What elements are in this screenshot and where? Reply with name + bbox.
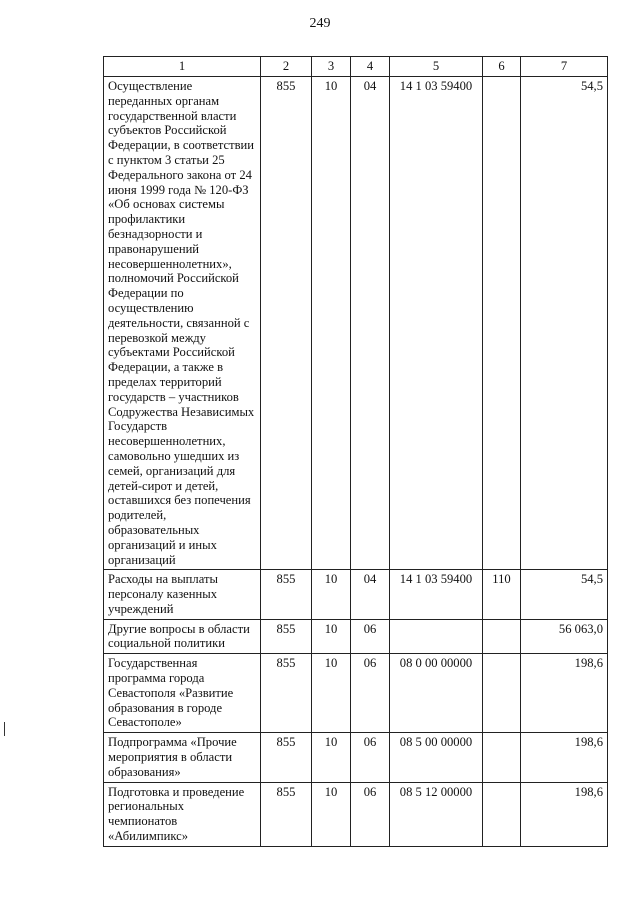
row-amount: 198,6 [521, 654, 608, 733]
row-expense-type: 110 [483, 570, 521, 619]
budget-table [103, 56, 608, 847]
table-header-row [104, 57, 608, 77]
row-target-code: 08 5 00 00000 [390, 733, 483, 782]
row-section: 10 [312, 733, 351, 782]
row-subsection: 06 [351, 782, 390, 846]
column-header: 2 [261, 57, 312, 77]
table-row [104, 619, 608, 654]
row-expense-type [483, 733, 521, 782]
row-amount: 198,6 [521, 782, 608, 846]
row-target-code: 08 5 12 00000 [390, 782, 483, 846]
row-target-code: 08 0 00 00000 [390, 654, 483, 733]
row-subsection: 06 [351, 654, 390, 733]
row-ved: 855 [261, 619, 312, 654]
row-expense-type [483, 77, 521, 570]
row-name: Осуществление переданных органам государственной власти субъектов Российской Федерации, в соответствии с пунктом 3 статьи 25 Федерального закона от 24 июня 1999 года № 120-ФЗ «Об основах системы профилактики безнадзорности и правонарушений несовершеннолетних», полномочий Российской Федерации по осуществлению деятельности, связанной с перевозкой между субъектами Российской Федерации, а также в пределах территорий государств – участников Содружества Независимых Государств несовершеннолетних, самовольно ушедших из семей, организаций для детей-сирот и детей, оставшихся без попечения родителей, образовательных организаций и иных организаций [104, 77, 261, 570]
table-row [104, 782, 608, 846]
row-target-code: 14 1 03 59400 [390, 77, 483, 570]
row-section: 10 [312, 619, 351, 654]
column-header: 5 [390, 57, 483, 77]
column-header: 1 [104, 57, 261, 77]
table-row [104, 654, 608, 733]
row-section: 10 [312, 782, 351, 846]
row-ved: 855 [261, 77, 312, 570]
column-header: 7 [521, 57, 608, 77]
row-expense-type [483, 782, 521, 846]
row-ved: 855 [261, 733, 312, 782]
row-amount: 56 063,0 [521, 619, 608, 654]
row-name: Государственная программа города Севастополя «Развитие образования в городе Севастополе» [104, 654, 261, 733]
column-header: 3 [312, 57, 351, 77]
row-subsection: 06 [351, 733, 390, 782]
row-name: Расходы на выплаты персоналу казенных учреждений [104, 570, 261, 619]
row-expense-type [483, 654, 521, 733]
row-amount: 198,6 [521, 733, 608, 782]
row-section: 10 [312, 77, 351, 570]
row-amount: 54,5 [521, 570, 608, 619]
row-name: Подпрограмма «Прочие мероприятия в области образования» [104, 733, 261, 782]
column-header: 6 [483, 57, 521, 77]
row-subsection: 04 [351, 570, 390, 619]
row-name: Подготовка и проведение региональных чемпионатов «Абилимпикс» [104, 782, 261, 846]
page-number: 249 [309, 16, 331, 31]
row-ved: 855 [261, 654, 312, 733]
row-section: 10 [312, 570, 351, 619]
row-target-code [390, 619, 483, 654]
row-amount: 54,5 [521, 77, 608, 570]
column-header: 4 [351, 57, 390, 77]
row-ved: 855 [261, 782, 312, 846]
row-expense-type [483, 619, 521, 654]
row-target-code: 14 1 03 59400 [390, 570, 483, 619]
table-row [104, 733, 608, 782]
row-ved: 855 [261, 570, 312, 619]
row-name: Другие вопросы в области социальной политики [104, 619, 261, 654]
row-subsection: 06 [351, 619, 390, 654]
margin-mark [4, 722, 5, 736]
row-subsection: 04 [351, 77, 390, 570]
row-section: 10 [312, 654, 351, 733]
table-row [104, 77, 608, 570]
table-row [104, 570, 608, 619]
